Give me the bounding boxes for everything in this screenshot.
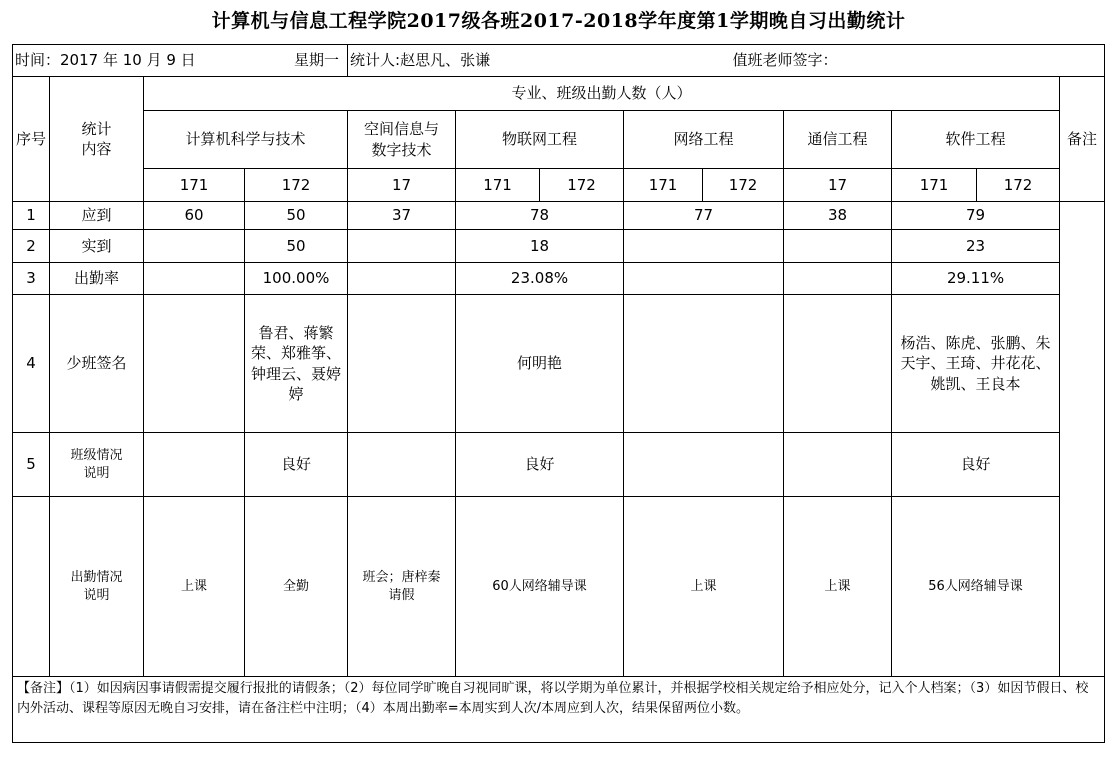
class-net-172: 172 — [703, 169, 784, 202]
table-row — [13, 433, 1105, 497]
major-cs: 计算机科学与技术 — [144, 111, 348, 169]
remark-cell — [1060, 202, 1105, 677]
class-iot-171: 171 — [456, 169, 540, 202]
cell-iot: 良好 — [456, 433, 624, 497]
counter-names: 赵思凡、张谦 — [400, 51, 491, 70]
table-row — [13, 263, 1105, 295]
cell-com17: 上课 — [784, 497, 892, 677]
cell-net: 上课 — [624, 497, 784, 677]
header-seq: 序号 — [13, 77, 50, 202]
cell-cs171: 上课 — [144, 497, 245, 677]
cell-com17 — [784, 433, 892, 497]
cell-com17 — [784, 263, 892, 295]
counter-label: 统计人: — [350, 51, 401, 70]
class-cs-172: 172 — [245, 169, 348, 202]
cell-net — [624, 295, 784, 433]
cell-net — [624, 263, 784, 295]
row-seq: 1 — [13, 202, 50, 230]
cell-iot: 何明艳 — [456, 295, 624, 433]
cell-cs171 — [144, 433, 245, 497]
cell-sw: 79 — [892, 202, 1060, 230]
row-label: 实到 — [50, 230, 144, 263]
cell-sw: 良好 — [892, 433, 1060, 497]
cell-cs172: 50 — [245, 202, 348, 230]
cell-sp17: 37 — [348, 202, 456, 230]
cell-cs171 — [144, 230, 245, 263]
footnote-row — [13, 677, 1105, 743]
footnote: 【备注】（1）如因病因事请假需提交履行报批的请假条；（2）每位同学旷晚自习视同旷课，将以学期为单位累计，并根据学校相关规定给予相应处分，记入个人档案；（3）如因节假日、校内外活动、课程等原因无晚自习安排，请在备注栏中注明；（4）本周出勤率=本周实到人次/本周应到人次，结果保留两位小数。 — [13, 677, 1105, 743]
major-iot: 物联网工程 — [456, 111, 624, 169]
cell-net: 77 — [624, 202, 784, 230]
cell-sw: 29.11% — [892, 263, 1060, 295]
major-communication: 通信工程 — [784, 111, 892, 169]
row-label: 班级情况 说明 — [50, 433, 144, 497]
weekday: 星期一 — [144, 45, 348, 77]
cell-sw: 杨浩、陈虎、张鹏、朱天宇、王琦、井花花、姚凯、王良本 — [892, 295, 1060, 433]
date-label: 时间： — [15, 51, 61, 70]
row-seq — [13, 497, 50, 677]
cell-com17 — [784, 230, 892, 263]
cell-iot: 23.08% — [456, 263, 624, 295]
header-remark: 备注 — [1060, 77, 1105, 202]
table-row — [13, 497, 1105, 677]
cell-sw: 56人网络辅导课 — [892, 497, 1060, 677]
row-seq: 4 — [13, 295, 50, 433]
cell-net — [624, 230, 784, 263]
cell-iot: 18 — [456, 230, 624, 263]
class-spatial-17: 17 — [348, 169, 456, 202]
row-seq: 3 — [13, 263, 50, 295]
cell-cs172: 全勤 — [245, 497, 348, 677]
table-row — [13, 230, 1105, 263]
cell-cs172: 50 — [245, 230, 348, 263]
table-row — [13, 295, 1105, 433]
cell-cs172: 良好 — [245, 433, 348, 497]
table-row — [13, 202, 1105, 230]
class-com-17: 17 — [784, 169, 892, 202]
cell-sp17 — [348, 433, 456, 497]
cell-cs172: 100.00% — [245, 263, 348, 295]
sheet-title: 计算机与信息工程学院2017级各班2017-2018学年度第1学期晚自习出勤统计 — [211, 10, 906, 32]
cell-net — [624, 433, 784, 497]
class-sw-171: 171 — [892, 169, 977, 202]
row-label: 出勤情况 说明 — [50, 497, 144, 677]
row-label: 出勤率 — [50, 263, 144, 295]
meta-row — [13, 45, 1105, 77]
date-value: 2017 年 10 月 9 日 — [60, 51, 196, 70]
major-software: 软件工程 — [892, 111, 1060, 169]
class-cs-171: 171 — [144, 169, 245, 202]
header-group-title: 专业、班级出勤人数（人） — [144, 77, 1060, 111]
cell-sp17 — [348, 263, 456, 295]
major-spatial: 空间信息与 数字技术 — [348, 111, 456, 169]
cell-sp17 — [348, 295, 456, 433]
class-sw-172: 172 — [977, 169, 1060, 202]
cell-cs171 — [144, 295, 245, 433]
class-net-171: 171 — [624, 169, 703, 202]
class-iot-172: 172 — [540, 169, 624, 202]
teacher-sign-label: 值班老师签字： — [703, 45, 1105, 77]
attendance-table — [12, 44, 1105, 743]
cell-sw: 23 — [892, 230, 1060, 263]
row-seq: 2 — [13, 230, 50, 263]
cell-cs171 — [144, 263, 245, 295]
header-content: 统计 内容 — [50, 77, 144, 202]
row-label: 少班签名 — [50, 295, 144, 433]
cell-sp17: 班会；唐梓秦 请假 — [348, 497, 456, 677]
cell-cs172: 鲁君、蒋繁荣、郑雅筝、钟理云、聂婷婷 — [245, 295, 348, 433]
cell-sp17 — [348, 230, 456, 263]
cell-com17: 38 — [784, 202, 892, 230]
row-label: 应到 — [50, 202, 144, 230]
cell-com17 — [784, 295, 892, 433]
row-seq: 5 — [13, 433, 50, 497]
cell-iot: 78 — [456, 202, 624, 230]
cell-cs171: 60 — [144, 202, 245, 230]
cell-iot: 60人网络辅导课 — [456, 497, 624, 677]
major-network: 网络工程 — [624, 111, 784, 169]
